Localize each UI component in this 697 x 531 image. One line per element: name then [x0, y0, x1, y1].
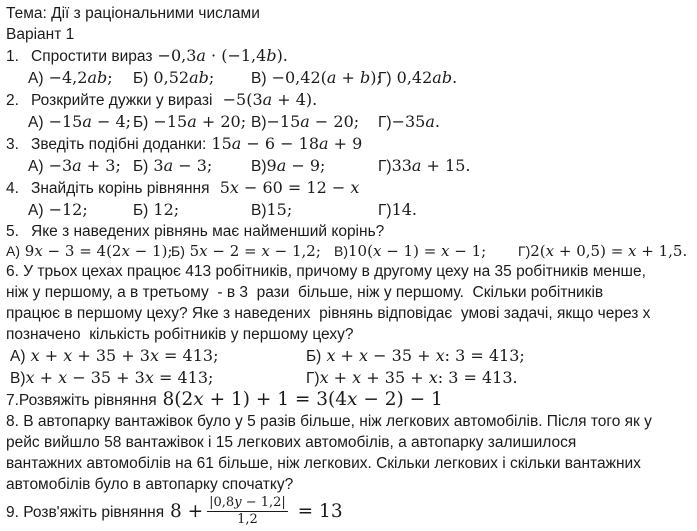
option-a-value: −3a + 3;	[43, 156, 121, 175]
option-a-label: А)	[6, 243, 20, 259]
problem-5-statement	[6, 221, 695, 242]
problem-1-options	[6, 67, 695, 89]
option-a-value: −12;	[43, 200, 88, 219]
option-v-value: x + x − 35 + 3x = 413;	[25, 368, 214, 387]
option-b-value: 5x − 2 = x − 1,2;	[184, 242, 321, 260]
option-b-value: 12;	[148, 200, 180, 219]
option-g-label: Г)	[306, 370, 320, 387]
problem-6-text-line-3: працює в першому цеху? Яке з наведених рівнянь відповідає умові задачі, якщо через х	[6, 305, 651, 322]
problem-3-option-b	[133, 155, 251, 177]
problem-3-option-a	[28, 155, 133, 177]
option-v-label: В)	[334, 243, 348, 259]
problem-8-text-line-1: 8. В автопарку вантажівок було у 5 разів більше, ніж легкових автомобілів. Після того як у	[6, 413, 652, 430]
option-g-value: x + x + 35 + x: 3 = 413.	[319, 368, 518, 387]
problem-2-statement	[6, 89, 695, 111]
problem-3-number: 3.	[6, 136, 19, 153]
problem-3-option-v	[251, 155, 378, 177]
problem-8-text-line-2: рейс вийшло 58 вантажівок і 15 легкових автомобілів, а автопарку залишилося	[6, 434, 577, 451]
problem-2-text: Розкрийте дужки у виразі	[31, 92, 213, 109]
option-a-value: x + x + 35 + 3x = 413;	[30, 346, 219, 365]
problem-6-option-b	[306, 345, 525, 367]
problem-2-option-g	[378, 111, 440, 133]
problem-3-text: Зведіть подібні доданки:	[31, 136, 207, 153]
problem-2-option-b	[133, 111, 251, 133]
problem-5-option-g	[518, 242, 687, 261]
problem-2-option-v	[251, 111, 378, 133]
option-b-label: Б)	[133, 70, 149, 87]
problem-4-text: Знайдіть корінь рівняння	[31, 180, 210, 197]
problem-6-text-line-2: ніж у першому, а в третьому - в 3 рази більше, ніж у першому. Скільки робітників	[6, 284, 604, 301]
problem-2-option-a	[28, 111, 133, 133]
problem-4-number: 4.	[6, 180, 19, 197]
problem-5-number: 5.	[6, 223, 19, 240]
problem-1-text: Спростити вираз	[31, 48, 153, 65]
problem-3-statement	[6, 133, 695, 155]
option-g-value: 2(x + 0,5) = x + 1,5.	[530, 242, 688, 260]
problem-7-statement	[6, 389, 695, 411]
option-g-label: Г)	[378, 114, 392, 131]
option-a-label: А)	[28, 158, 44, 175]
option-b-label: Б)	[171, 243, 185, 259]
problem-4-option-b	[133, 199, 251, 221]
option-b-value: 3a − 3;	[148, 156, 213, 175]
option-g-value: 0,42ab.	[391, 68, 458, 87]
option-a-label: А)	[10, 348, 26, 365]
problem-1-option-v	[251, 67, 382, 89]
option-v-value: −15a − 20;	[266, 112, 360, 131]
problem-8-text-line-4: автомобілів було в автопарку спочатку?	[6, 476, 294, 493]
option-v-label: В)	[251, 70, 267, 87]
problem-8-text-line-3: вантажних автомобілів на 61 більше, ніж легкових. Скільки легкових і скільки вантажних	[6, 455, 641, 472]
option-a-value: −4,2ab;	[43, 68, 113, 87]
option-b-label: Б)	[133, 158, 149, 175]
problem-2-options	[6, 111, 695, 133]
option-a-value: 9x − 3 = 4(2x − 1);	[20, 242, 173, 260]
option-g-label: Г)	[378, 202, 392, 219]
option-b-value: x + x − 35 + x: 3 = 413;	[326, 346, 525, 365]
option-v-value: 9a − 9;	[266, 156, 326, 175]
problem-7-expression: 8(2x + 1) + 1 = 3(4x − 2) − 1	[156, 389, 443, 410]
problem-5-option-v	[334, 242, 518, 261]
problem-9-expression-right: = 13	[291, 501, 343, 523]
problem-1-option-g	[378, 67, 457, 89]
option-v-value: 10(x − 1) = x − 1;	[348, 242, 487, 260]
fraction	[207, 495, 288, 527]
problem-7-text: 7.Розвяжіть рівняння	[6, 392, 157, 409]
problem-6-text-line-4: позначено кількість робітників у першому цеху?	[6, 326, 354, 343]
problem-1-number: 1.	[6, 48, 19, 65]
problem-5-options	[6, 242, 695, 261]
problem-5-text: Яке з наведених рівнянь має найменший корінь?	[31, 223, 385, 240]
problem-9-statement	[6, 495, 695, 531]
problem-9-expression-left: 8 +	[164, 501, 204, 523]
problem-4-options	[6, 199, 695, 221]
option-v-label: В)	[251, 114, 267, 131]
option-b-label: Б)	[133, 202, 149, 219]
problem-9-text: 9. Розв'яжіть рівняння	[6, 504, 165, 522]
problem-4-option-a	[28, 199, 133, 221]
option-b-value: −15a + 20;	[148, 112, 247, 131]
problem-6-options-row-1	[6, 345, 695, 367]
option-v-value: 15;	[266, 200, 293, 219]
option-a-value: −15a − 4;	[43, 112, 132, 131]
problem-6-option-a	[10, 345, 306, 367]
problem-6-option-v	[10, 367, 306, 389]
option-g-value: −35a.	[391, 112, 440, 131]
option-g-label: Г)	[378, 158, 392, 175]
option-a-label: А)	[28, 202, 44, 219]
problem-5-option-a	[6, 242, 171, 261]
problem-5-option-b	[171, 242, 334, 261]
problem-1-statement	[6, 45, 695, 67]
problem-4-option-v	[251, 199, 378, 221]
option-g-value: 33a + 15.	[391, 156, 471, 175]
problem-4-statement	[6, 177, 695, 199]
fraction-denominator: 1,2	[237, 512, 258, 527]
option-b-value: 0,52ab;	[148, 68, 215, 87]
option-v-label: В)	[251, 202, 267, 219]
problem-6-options-row-2	[6, 367, 695, 389]
option-g-label: Г)	[518, 243, 531, 259]
option-b-label: Б)	[306, 348, 322, 365]
problem-6-option-g	[306, 367, 518, 389]
problem-2-expression: −5(3a + 4).	[212, 90, 318, 109]
problem-3-option-g	[378, 155, 471, 177]
problem-3-expression: 15a − 6 − 18a + 9	[206, 134, 363, 153]
option-a-label: А)	[28, 114, 44, 131]
problem-4-expression: 5x − 60 = 12 − x	[209, 178, 360, 197]
problem-1-option-a	[28, 67, 133, 89]
option-v-value: −0,42(a + b);	[266, 68, 382, 87]
option-v-label: В)	[10, 370, 26, 387]
fraction-numerator: |0,8y − 1,2|	[209, 495, 286, 510]
variant-label: Варіант 1	[6, 26, 75, 43]
option-b-label: Б)	[133, 114, 149, 131]
option-v-label: В)	[251, 158, 267, 175]
problem-3-options	[6, 155, 695, 177]
theme-title: Тема: Дії з раціональними числами	[6, 5, 260, 22]
problem-2-number: 2.	[6, 92, 19, 109]
option-g-label: Г)	[378, 70, 392, 87]
problem-1-expression: −0,3a · (−1,4b).	[152, 46, 288, 65]
problem-1-option-b	[133, 67, 251, 89]
option-a-label: А)	[28, 70, 44, 87]
problem-4-option-g	[378, 199, 417, 221]
problem-6-text-line-1: 6. У трьох цехах працює 413 робітників, причому в другому цеху на 35 робітників менше,	[6, 263, 646, 280]
option-g-value: 14.	[391, 200, 418, 219]
